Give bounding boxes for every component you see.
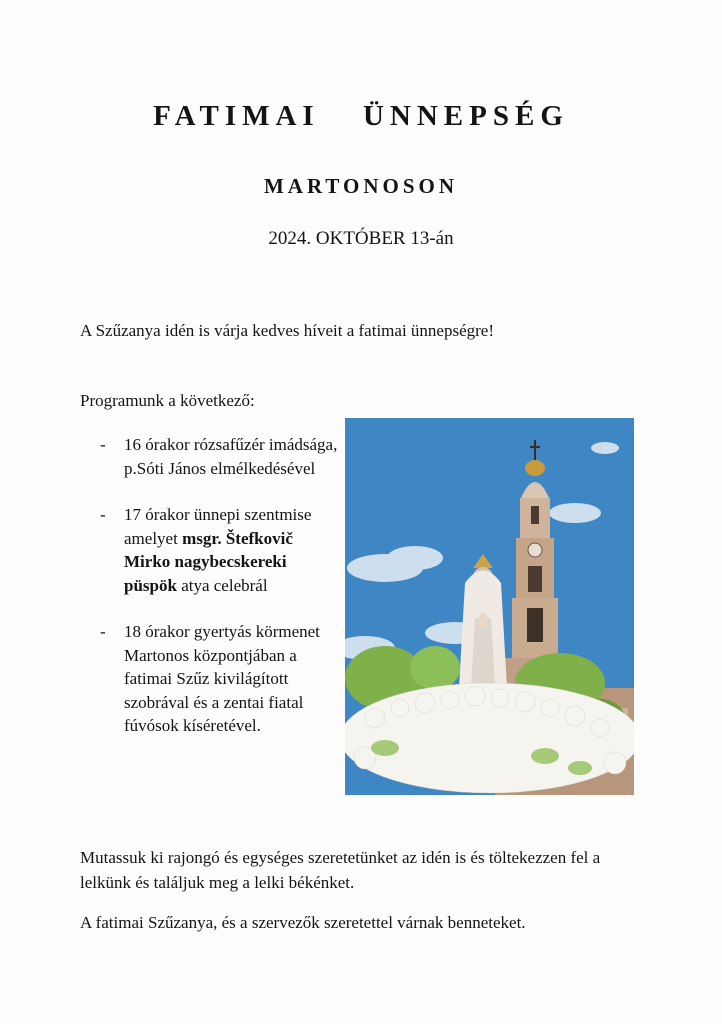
event-date: 2024. OKTÓBER 13-án: [268, 228, 454, 249]
white-flowers: [345, 683, 634, 793]
program-heading: Programunk a következő:: [80, 391, 255, 410]
program-item-text-end: atya celebrál: [176, 575, 268, 595]
bullet-dash: -: [100, 505, 106, 524]
closing-paragraph: Mutassuk ki rajongó és egységes szeretetünket az idén is és töltekezzen fel a lelkünk és találjuk meg a lelki békénket.: [80, 848, 601, 892]
program-item: [100, 433, 340, 480]
page-subtitle: MARTONOSON: [263, 174, 459, 198]
intro-paragraph: A Szűzanya idén is várja kedves híveit a fatimai ünnepségre!: [80, 321, 494, 340]
program-list: [100, 433, 340, 761]
program-item: [100, 503, 340, 597]
program-item-text: 16 órakor rózsafűzér imádsága, p.Sóti János elmélkedésével: [124, 435, 338, 478]
page-title: FATIMAI ÜNNEPSÉG: [153, 100, 569, 132]
fatima-photo-illustration: [345, 418, 634, 795]
program-item-text: 18 órakor gyertyás körmenet Martonos központjában a fatimai Szűz kivilágított szobrával és a zentai fiatal fúvósok kíséretével.: [124, 622, 320, 735]
bullet-dash: -: [100, 622, 106, 641]
signature-line: A fatimai Szűzanya, és a szervezők szeretettel várnak benneteket.: [80, 913, 526, 932]
program-item: [100, 620, 340, 738]
program-item-bold-text: msgr. Štefkovič Mirko nagybecskereki püspök: [124, 528, 293, 595]
program-item-text: 17 órakor ünnepi szentmise amelyet: [124, 505, 312, 548]
fatima-photo: [345, 418, 634, 795]
bullet-dash: -: [100, 435, 106, 454]
